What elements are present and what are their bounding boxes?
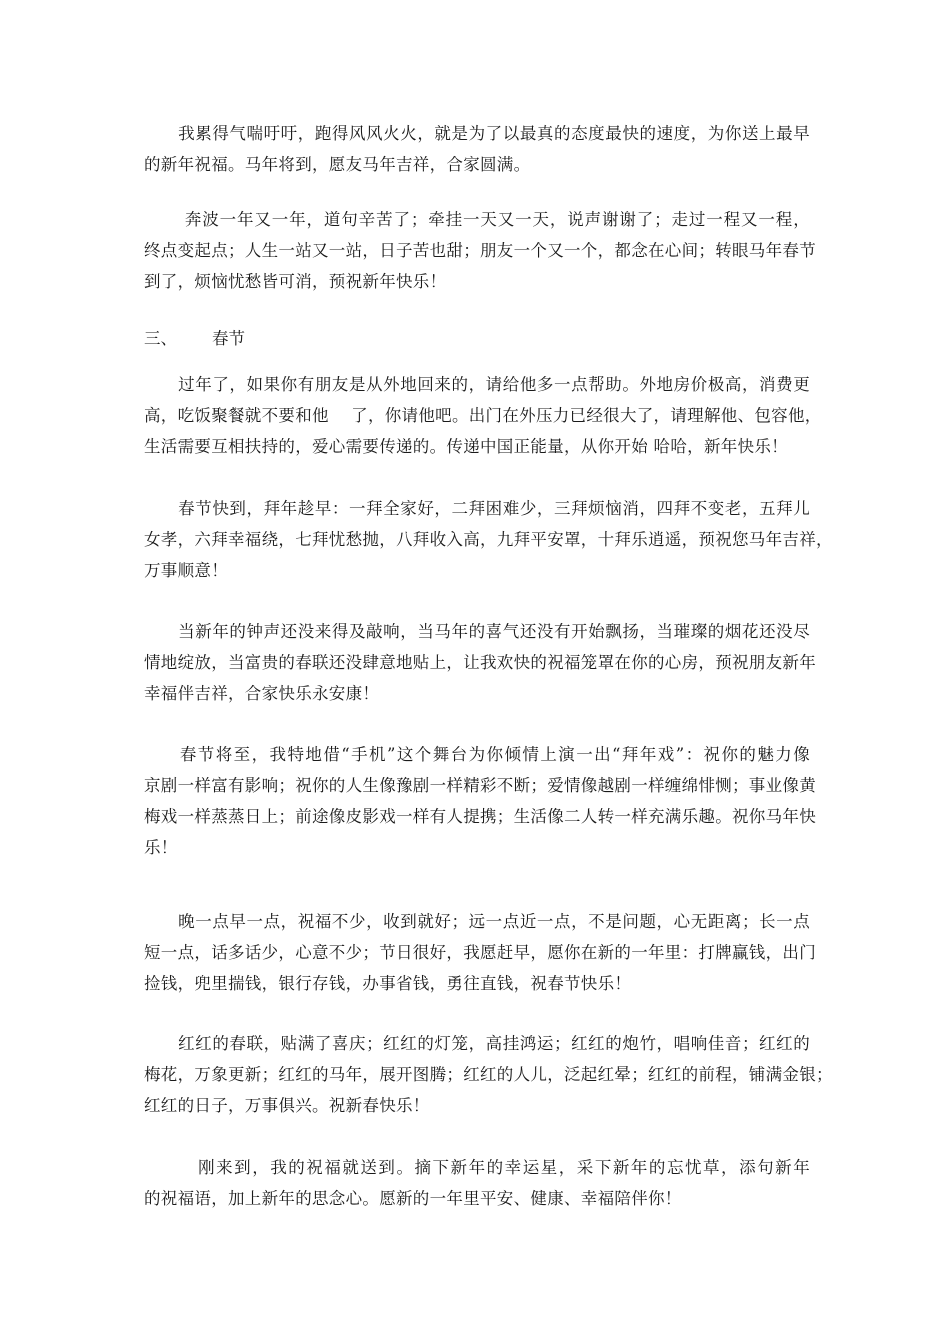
paragraph-7 bbox=[144, 906, 816, 999]
paragraph-5 bbox=[144, 616, 816, 709]
paragraph-line: 晚一点早一点，祝福不少，收到就好；远一点近一点，不是问题，心无距离；长一点 bbox=[144, 912, 810, 931]
paragraph-line: 短一点，话多话少，心意不少；节日很好，我愿赶早，愿你在新的一年里：打牌赢钱，出门 bbox=[144, 943, 816, 962]
paragraph-line: 到了，烦恼忧愁皆可消，预祝新年快乐！ bbox=[144, 272, 447, 291]
paragraph-line: 春节快到，拜年趁早：一拜全家好，二拜困难少，三拜烦恼消，四拜不变老，五拜儿 bbox=[144, 499, 810, 518]
paragraph-1 bbox=[144, 118, 810, 180]
paragraph-4 bbox=[144, 493, 833, 586]
paragraph-3 bbox=[144, 369, 822, 462]
paragraph-line: 生活需要互相扶持的，爱心需要传递的。传递中国正能量，从你开始 哈哈，新年快乐！ bbox=[144, 437, 788, 456]
paragraph-line: 乐！ bbox=[144, 838, 178, 857]
paragraph-line: 高，吃饭聚餐就不要和他 了，你请他吧。出门在外压力已经很大了，请理解他、包容他， bbox=[144, 406, 822, 425]
paragraph-line: 万事顺意！ bbox=[144, 561, 228, 580]
paragraph-line: 的新年祝福。马年将到，愿友马年吉祥，合家圆满。 bbox=[144, 155, 531, 174]
paragraph-line: 情地绽放，当富贵的春联还没肆意地贴上，让我欢快的祝福笼罩在你的心房，预祝朋友新年 bbox=[144, 653, 816, 672]
paragraph-line: 当新年的钟声还没来得及敲响，当马年的喜气还没有开始飘扬，当璀璨的烟花还没尽 bbox=[144, 622, 810, 641]
paragraph-line: 刚来到，我的祝福就送到。摘下新年的幸运星，采下新年的忘忧草，添句新年 bbox=[144, 1158, 810, 1177]
paragraph-line: 梅戏一样蒸蒸日上；前途像皮影戏一样有人提携；生活像二人转一样充满乐趣。祝你马年快 bbox=[144, 807, 816, 826]
paragraph-9 bbox=[144, 1152, 810, 1214]
paragraph-line: 我累得气喘吁吁，跑得风风火火，就是为了以最真的态度最快的速度，为你送上最早 bbox=[144, 124, 810, 143]
paragraph-line: 女孝，六拜幸福绕，七拜忧愁抛，八拜收入高，九拜平安罩，十拜乐逍遥，预祝您马年吉祥， bbox=[144, 530, 833, 549]
paragraph-line: 红红的春联，贴满了喜庆；红红的灯笼，高挂鸿运；红红的炮竹，唱响佳音；红红的 bbox=[144, 1034, 810, 1053]
paragraph-line: 红红的日子，万事俱兴。祝新春快乐！ bbox=[144, 1096, 430, 1115]
paragraph-2 bbox=[144, 204, 816, 297]
paragraph-line: 春节将至，我特地借“手机”这个舞台为你倾情上演一出“拜年戏”：祝你的魅力像 bbox=[144, 745, 810, 764]
section-title: 春节 bbox=[212, 329, 245, 348]
section-heading bbox=[144, 323, 245, 354]
paragraph-line: 捡钱，兜里揣钱，银行存钱，办事省钱，勇往直钱，祝春节快乐！ bbox=[144, 974, 632, 993]
paragraph-line: 过年了，如果你有朋友是从外地回来的，请给他多一点帮助。外地房价极高，消费更 bbox=[144, 375, 810, 394]
paragraph-8 bbox=[144, 1028, 833, 1121]
paragraph-line: 奔波一年又一年，道句辛苦了；牵挂一天又一天，说声谢谢了；走过一程又一程， bbox=[144, 210, 810, 229]
paragraph-6 bbox=[144, 739, 816, 863]
paragraph-line: 幸福伴吉祥，合家快乐永安康！ bbox=[144, 684, 380, 703]
section-number: 三、 bbox=[144, 329, 177, 348]
paragraph-line: 京剧一样富有影响；祝你的人生像豫剧一样精彩不断；爱情像越剧一样缠绵悱恻；事业像黄 bbox=[144, 776, 816, 795]
paragraph-line: 的祝福语，加上新年的思念心。愿新的一年里平安、健康、幸福陪伴你！ bbox=[144, 1189, 682, 1208]
paragraph-line: 终点变起点；人生一站又一站，日子苦也甜；朋友一个又一个，都念在心间；转眼马年春节 bbox=[144, 241, 816, 260]
paragraph-line: 梅花，万象更新；红红的马年，展开图腾；红红的人儿，泛起红晕；红红的前程，铺满金银； bbox=[144, 1065, 833, 1084]
